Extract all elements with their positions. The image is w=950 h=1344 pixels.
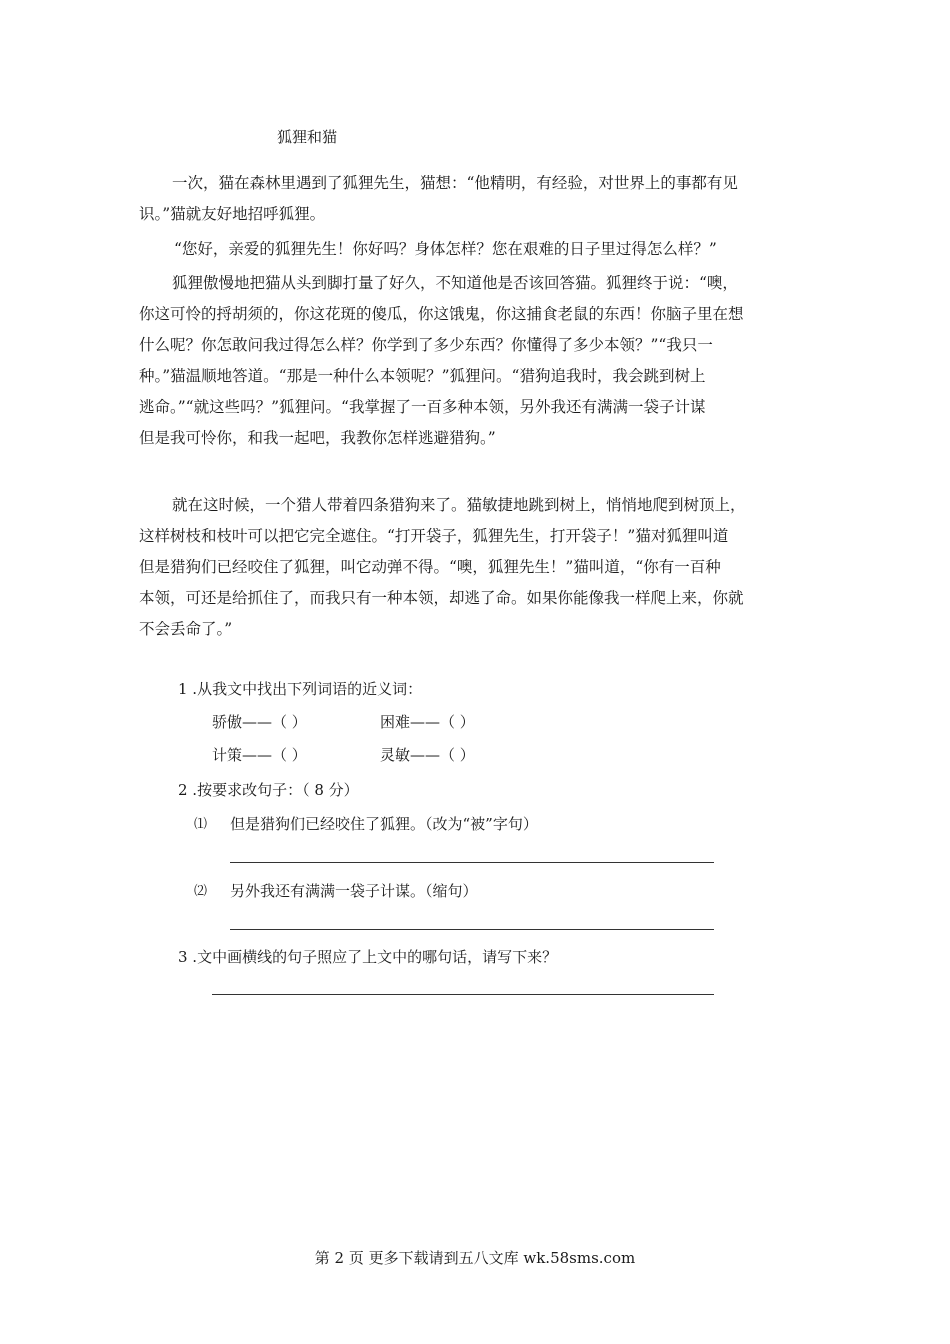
paragraph-line: 这样树枝和枝叶可以把它完全遮住。“打开袋子，狐狸先生，打开袋子！”猫对狐狸叫道 — [139, 527, 729, 545]
paragraph-2 — [174, 234, 814, 265]
paragraph-line: 种。”猫温顺地答道。“那是一种什么本领呢？”狐狸问。“猎狗追我时，我会跳到树上 — [139, 367, 706, 385]
paragraph-line: “您好，亲爱的狐狸先生！你好吗？身体怎样？您在艰难的日子里过得怎么样？” — [174, 240, 717, 258]
subquestion-text: 另外我还有满满一袋子计谋。（缩句） — [230, 882, 478, 900]
paragraph-line: 就在这时候，一个猎人带着四条猎狗来了。猫敏捷地跳到树上，悄悄地爬到树顶上， — [172, 496, 746, 514]
answer-line[interactable] — [230, 862, 714, 863]
subquestion-number: ⑴ — [194, 817, 208, 832]
paragraph-line: 逃命。”“就这些吗？”狐狸问。“我掌握了一百多种本领，另外我还有满满一袋子计谋 — [139, 398, 706, 416]
question-1-label: 1 .从我文中找出下列词语的近义词： — [178, 680, 423, 698]
synonym-item: 困难——（ ） — [380, 713, 475, 731]
answer-line[interactable] — [230, 929, 714, 930]
synonym-item: 骄傲——（ ） — [212, 713, 307, 731]
paragraph-line: 但是猎狗们已经咬住了狐狸，叫它动弹不得。“噢，狐狸先生！”猫叫道，“你有一百种 — [139, 558, 721, 576]
paragraph-line: 但是我可怜你，和我一起吧，我教你怎样逃避猎狗。” — [139, 429, 496, 447]
paragraph-line: 狐狸傲慢地把猫从头到脚打量了好久，不知道他是否该回答猫。狐狸终于说：“噢， — [172, 274, 738, 292]
question-3-label: 3 .文中画横线的句子照应了上文中的哪句话，请写下来？ — [178, 948, 558, 966]
question-2-label: 2 .按要求改句子：（ 8 分） — [178, 781, 359, 799]
paragraph-3 — [139, 268, 812, 454]
page-footer: 第 2 页 更多下载请到五八文库 wk.58sms.com — [314, 1249, 636, 1267]
paragraph-line: 识。”猫就友好地招呼狐狸。 — [139, 205, 326, 223]
paragraph-1 — [139, 168, 812, 230]
synonym-item: 灵敏——（ ） — [380, 746, 475, 764]
subquestion-text: 但是猎狗们已经咬住了狐狸。（改为“被”字句） — [230, 815, 538, 833]
synonym-item: 计策——（ ） — [212, 746, 307, 764]
paragraph-line: 本领，可还是给抓住了，而我只有一种本领，却逃了命。如果你能像我一样爬上来，你就 — [139, 589, 744, 607]
passage-title: 狐狸和猫 — [277, 128, 338, 146]
paragraph-line: 不会丢命了。” — [139, 620, 233, 638]
paragraph-line: 你这可怜的捋胡须的，你这花斑的傻瓜，你这饿鬼，你这捕食老鼠的东西！你脑子里在想 — [139, 305, 744, 323]
paragraph-line: 什么呢？你怎敢问我过得怎么样？你学到了多少东西？你懂得了多少本领？”“我只一 — [139, 336, 713, 354]
paragraph-4 — [139, 490, 812, 645]
subquestion-number: ⑵ — [194, 884, 208, 899]
paragraph-line: 一次，猫在森林里遇到了狐狸先生，猫想：“他精明，有经验，对世界上的事都有见 — [172, 174, 738, 192]
answer-line[interactable] — [212, 994, 714, 995]
